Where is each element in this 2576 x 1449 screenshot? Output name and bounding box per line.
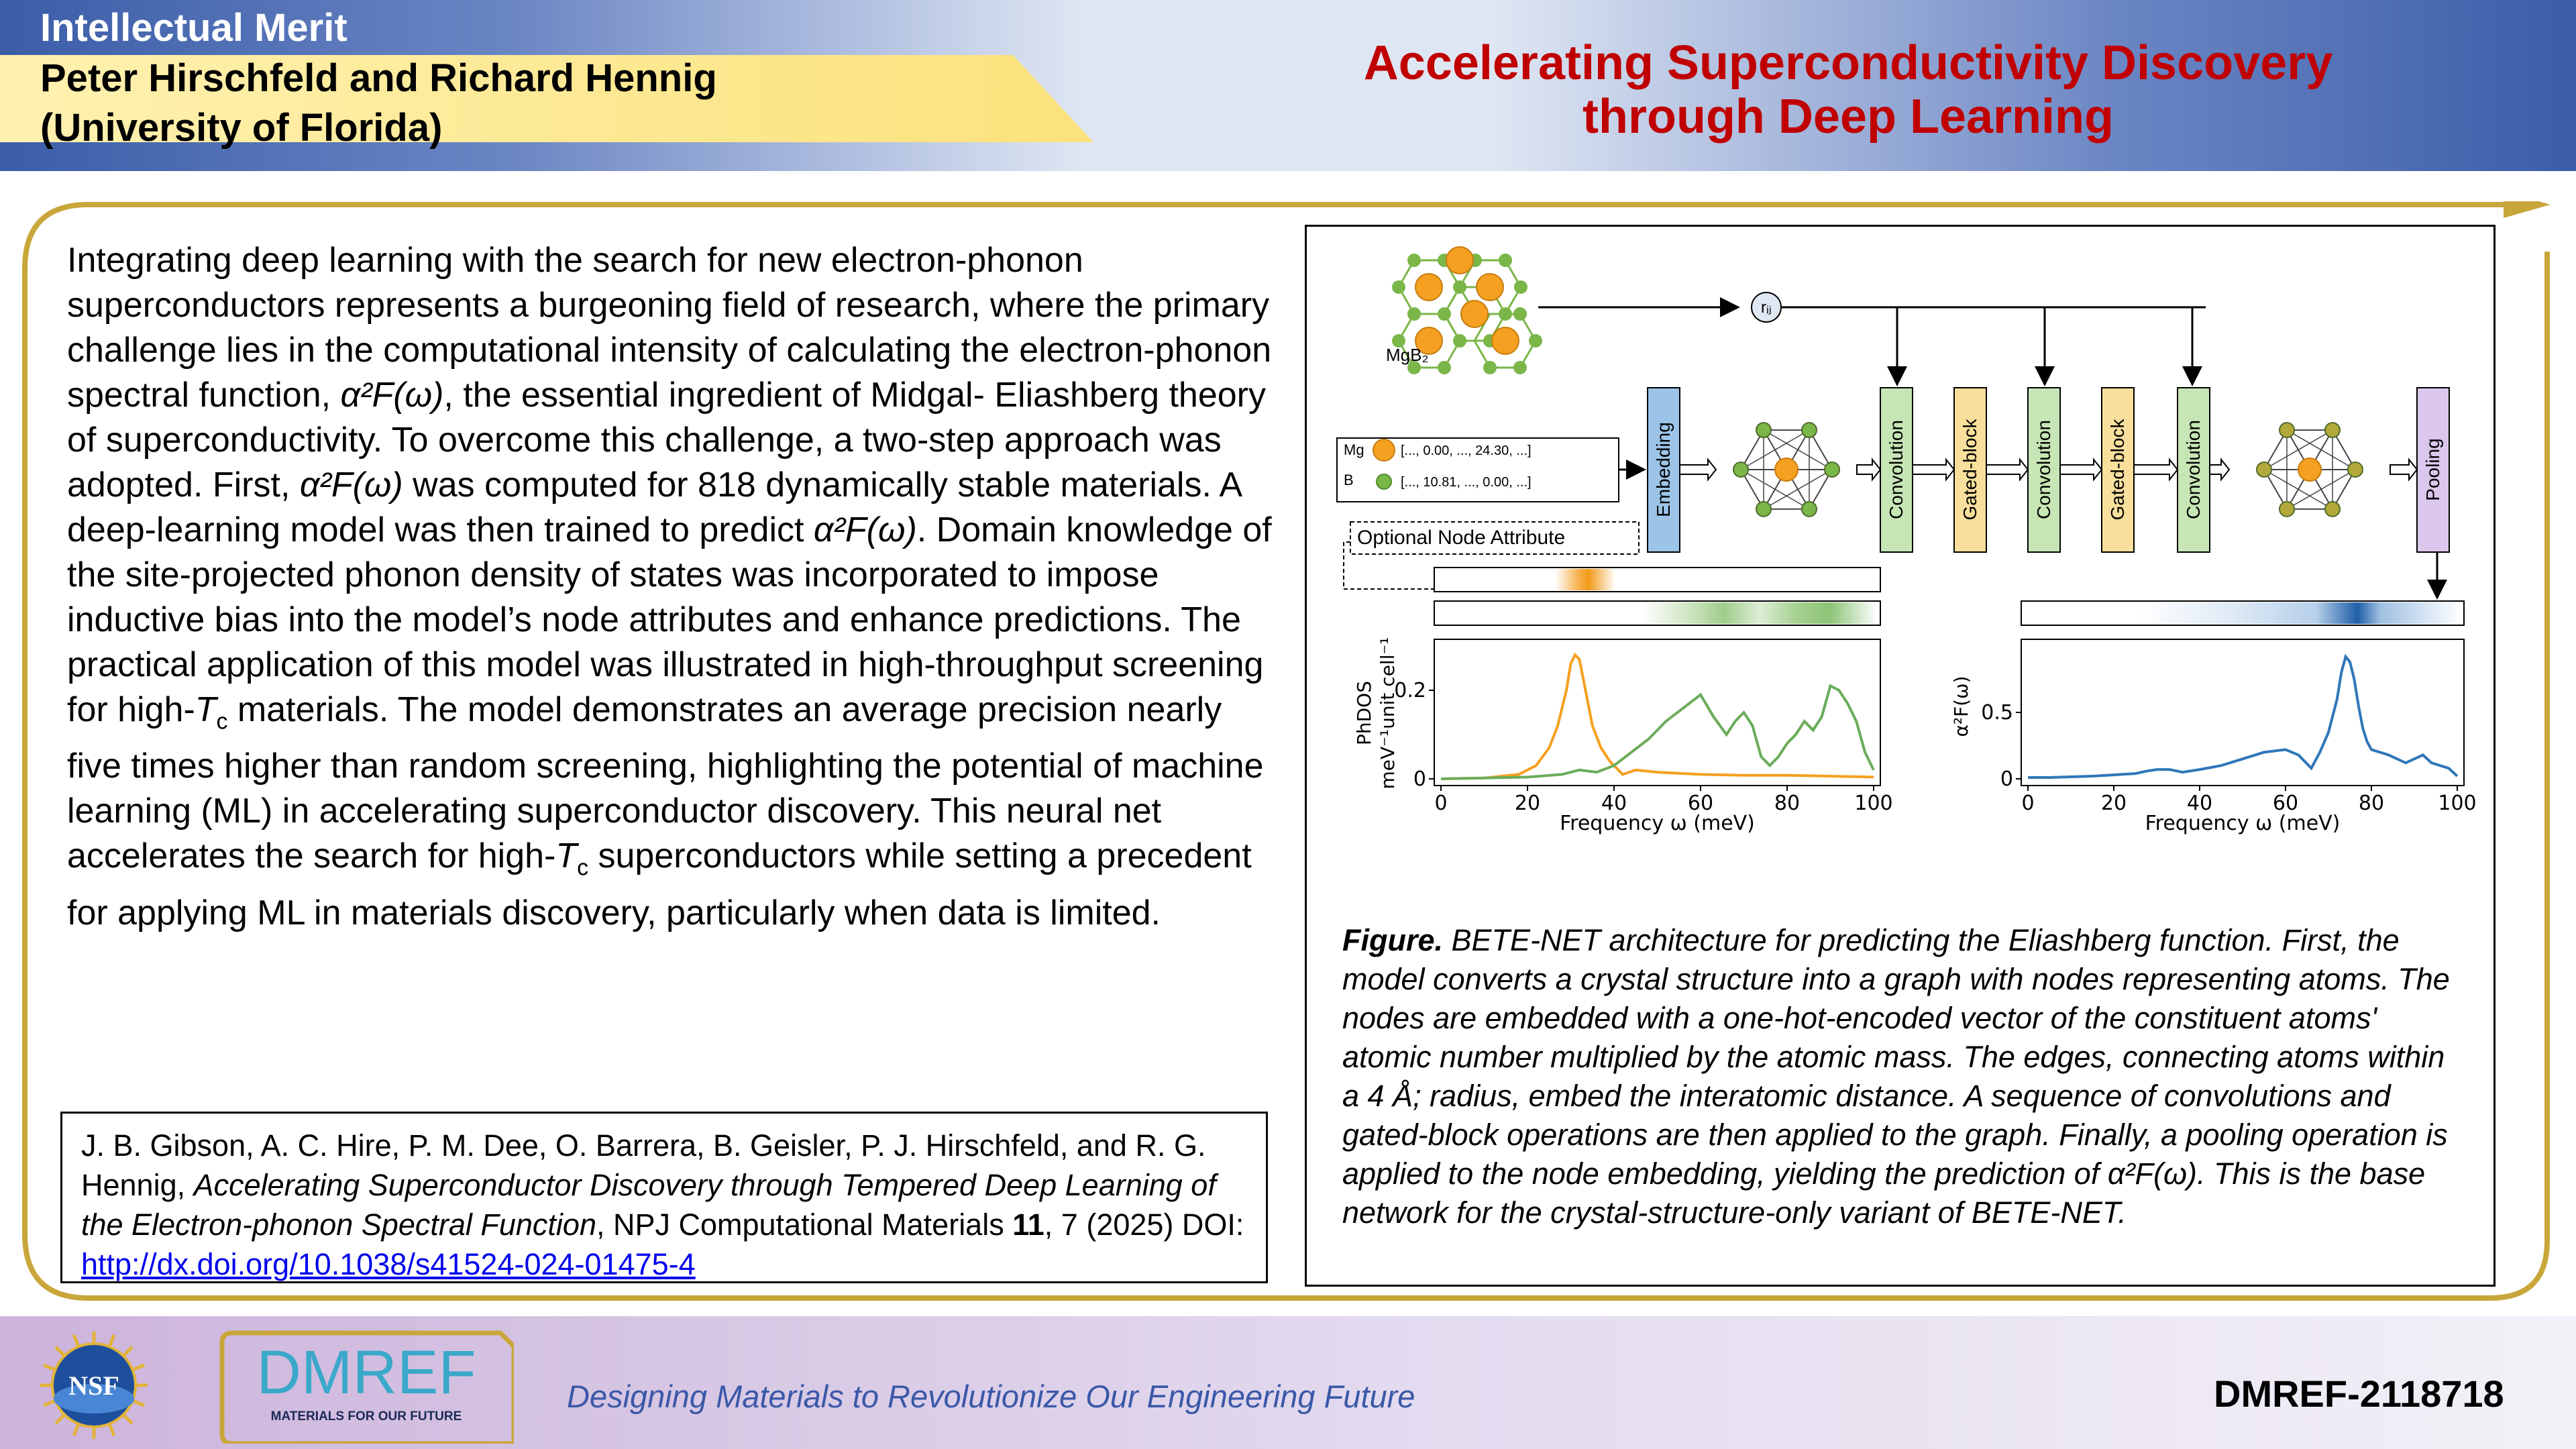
- graph-node: [2325, 423, 2340, 437]
- graph-node: [2257, 462, 2271, 477]
- mg-attribute-strip: [1434, 568, 1880, 592]
- header-banner: [0, 0, 2576, 171]
- figure-box: [1305, 225, 2496, 1287]
- pi-line-2: (University of Florida): [40, 106, 443, 150]
- ref-journal: , NPJ Computational Materials: [596, 1208, 1013, 1242]
- tc-symbol: $T_c$: [195, 690, 228, 735]
- chart-frame: [2021, 639, 2464, 786]
- x-tick-label: 40: [1601, 792, 1627, 815]
- flow-arrow: [2060, 460, 2102, 480]
- block-label: Convolution: [2183, 420, 2204, 519]
- x-tick-label: 0: [2021, 792, 2035, 815]
- text-part: , the essential ingredient of Midgal- Eliashberg theory of superconductivity. To overcome this challenge, a two-step approach was adopted. First,: [67, 376, 1267, 504]
- caption-text: BETE-NET architecture for predicting the Eliashberg function. First, the model converts a crystal structure into a graph with nodes representing atoms. The nodes are embedded with a one-hot-encoded vector of the constituent atoms' atomic number multiplied by the atomic mass. The edges, connecting atoms within a 4 Å; radius, embed the interatomic distance. A sequence of convolutions and gated-block operations are then applied to the graph. Finally, a pooling operation is applied to the node embedding, yielding the prediction of α²F(ω). This is the base network for the crystal-structure-only variant of BETE-NET.: [1342, 923, 2450, 1230]
- graph-edge: [2264, 430, 2332, 470]
- flow-arrow: [1857, 460, 1880, 480]
- graph-node: [1802, 502, 1817, 517]
- x-tick-label: 40: [2186, 792, 2213, 815]
- b-atom-icon: [1377, 474, 1391, 489]
- graph-node: [2325, 502, 2340, 517]
- graph-center-node: [1775, 458, 1798, 481]
- text-part: superconductors while setting a precedent for applying ML in materials discovery, particularly when data is limited.: [67, 837, 1252, 932]
- text-part: Integrating deep learning with the search for new electron-phonon superconductors represents a burgeoning field of research, where the primary challenge lies in the computational intensity of calculating the electron-phonon spectral function,: [67, 241, 1272, 415]
- doi-link[interactable]: http://dx.doi.org/10.1038/s41524-024-01475-4: [81, 1247, 696, 1281]
- block-label: Embedding: [1653, 422, 1674, 517]
- graph-edge: [1741, 430, 1809, 470]
- ref-title: Accelerating Superconductor Discovery through Tempered Deep Learning of the Electron-phonon Spectral Function: [81, 1168, 1216, 1242]
- spectral-function: α²F(ω): [299, 466, 403, 504]
- mg-label: Mg: [1344, 441, 1364, 458]
- graph-icon-input: [1733, 423, 1839, 517]
- graph-edge: [1741, 470, 1809, 509]
- ref-rest: , 7 (2025) DOI:: [1044, 1208, 1244, 1242]
- flow-arrow: [1986, 460, 2028, 480]
- text-part: materials. The model demonstrates an average precision nearly five times higher than random screening, highlighting the potential of machine learning (ML) in accelerating superconductor discovery. This neural net accelerates the search for high-: [67, 690, 1264, 876]
- block-label: Pooling: [2422, 438, 2443, 501]
- reference-box: [60, 1112, 1268, 1283]
- caption-lead: Figure.: [1342, 923, 1444, 957]
- y-tick-label: 0: [2000, 767, 2013, 791]
- x-tick-label: 60: [1687, 792, 1714, 815]
- title-line-1: Accelerating Superconductivity Discovery: [1363, 36, 2333, 90]
- x-axis-label: Frequency ω (meV): [2145, 812, 2341, 835]
- title-line-2: through Deep Learning: [1582, 90, 2114, 144]
- ref-volume: 11: [1012, 1208, 1044, 1242]
- mg-vector: [..., 0.00, ..., 24.30, ...]: [1401, 443, 1532, 458]
- graph-icon-output: [2257, 423, 2363, 517]
- spectral-function: α²F(ω): [813, 511, 917, 549]
- y-axis-label: α²F(ω): [1950, 676, 1972, 737]
- b-label: B: [1344, 472, 1354, 488]
- y-tick-label: 0.5: [1981, 701, 2013, 724]
- graph-edge: [1764, 430, 1832, 470]
- graph-node: [2279, 502, 2294, 517]
- block-label: Convolution: [1886, 420, 1907, 519]
- page-title: [1328, 36, 2368, 144]
- figure-caption: [1342, 921, 2456, 1232]
- graph-node: [1802, 423, 1817, 437]
- flow-arrow: [2210, 460, 2229, 480]
- text-part: was computed for 818 dynamically stable materials. A deep-learning model was then trained to predict: [67, 466, 1241, 549]
- x-axis-label: Frequency ω (meV): [1560, 812, 1755, 835]
- graph-node: [2348, 462, 2363, 477]
- chart-frame: [1434, 639, 1880, 786]
- pi-names: [40, 54, 717, 153]
- x-tick-label: 80: [1774, 792, 1801, 815]
- nsf-logo: [30, 1328, 158, 1442]
- y-tick-label: 0.2: [1394, 679, 1426, 702]
- optional-attr-label: Optional Node Attribute: [1357, 527, 1566, 549]
- tc-symbol: $T_c$: [555, 837, 589, 881]
- b-strip-fill: [1642, 602, 1877, 624]
- section-label: Intellectual Merit: [40, 6, 347, 50]
- graph-center-node: [2298, 458, 2321, 481]
- mg-atom-icon: [1373, 439, 1395, 461]
- flow-arrow: [1913, 460, 1954, 480]
- block-label: Convolution: [2033, 420, 2054, 519]
- x-tick-label: 20: [2100, 792, 2127, 815]
- nsf-text: NSF: [68, 1371, 119, 1401]
- graph-node: [1825, 462, 1839, 477]
- dmref-subtext: MATERIALS FOR OUR FUTURE: [270, 1409, 462, 1424]
- block-label: Gated-block: [2107, 419, 2128, 521]
- edge-label: rᵢⱼ: [1761, 299, 1772, 317]
- spectral-function: α²F(ω): [340, 376, 444, 415]
- grant-number: DMREF-2118718: [2214, 1373, 2504, 1415]
- x-tick-label: 60: [2272, 792, 2299, 815]
- phdos-chart: [1353, 637, 1893, 836]
- ref-authors: J. B. Gibson, A. C. Hire, P. M. Dee, O. Barrera, B. Geisler, P. J. Hirschfeld, and R. G. Hennig,: [81, 1128, 1206, 1202]
- output-strip-fill: [2139, 602, 2461, 624]
- summary-paragraph: [67, 238, 1275, 936]
- dmref-logo: [219, 1326, 514, 1444]
- dmref-text: DMREF: [256, 1338, 476, 1407]
- graph-edge: [1764, 470, 1832, 509]
- flow-arrow: [1680, 460, 1716, 480]
- y-axis-label: PhDOS: [1353, 680, 1375, 746]
- flow-arrow: [2134, 460, 2178, 480]
- y-axis-label-units: meV⁻¹unit cell⁻¹: [1377, 637, 1399, 790]
- x-tick-label: 100: [2438, 792, 2477, 815]
- b-vector: [..., 10.81, ..., 0.00, ...]: [1401, 475, 1532, 490]
- x-tick-label: 0: [1434, 792, 1448, 815]
- graph-node: [1733, 462, 1748, 477]
- graph-node: [2279, 423, 2294, 437]
- graph-edge: [2287, 430, 2355, 470]
- material-label: MgB₂: [1386, 345, 1429, 365]
- x-tick-label: 100: [1854, 792, 1893, 815]
- graph-edge: [2287, 470, 2355, 509]
- eliashberg-chart: [1950, 639, 2477, 835]
- mg-strip-fill: [1555, 569, 1615, 590]
- graph-node: [1756, 502, 1771, 517]
- flow-arrow: [2390, 460, 2417, 480]
- tagline: Designing Materials to Revolutionize Our Engineering Future: [567, 1379, 1415, 1414]
- block-label: Gated-block: [1960, 419, 1980, 521]
- x-tick-label: 20: [1514, 792, 1541, 815]
- graph-edge: [2264, 470, 2332, 509]
- text-part: . Domain knowledge of the site-projected phonon density of states was incorporated to impose inductive bias into the model’s node attributes and enhance predictions. The practical application of this model was illustrated in high-throughput screening for high-: [67, 511, 1272, 729]
- y-tick-label: 0: [1413, 767, 1426, 791]
- graph-node: [1756, 423, 1771, 437]
- x-tick-label: 80: [2358, 792, 2385, 815]
- pi-line-1: Peter Hirschfeld and Richard Hennig: [40, 56, 717, 100]
- architecture-diagram: [1307, 227, 2493, 898]
